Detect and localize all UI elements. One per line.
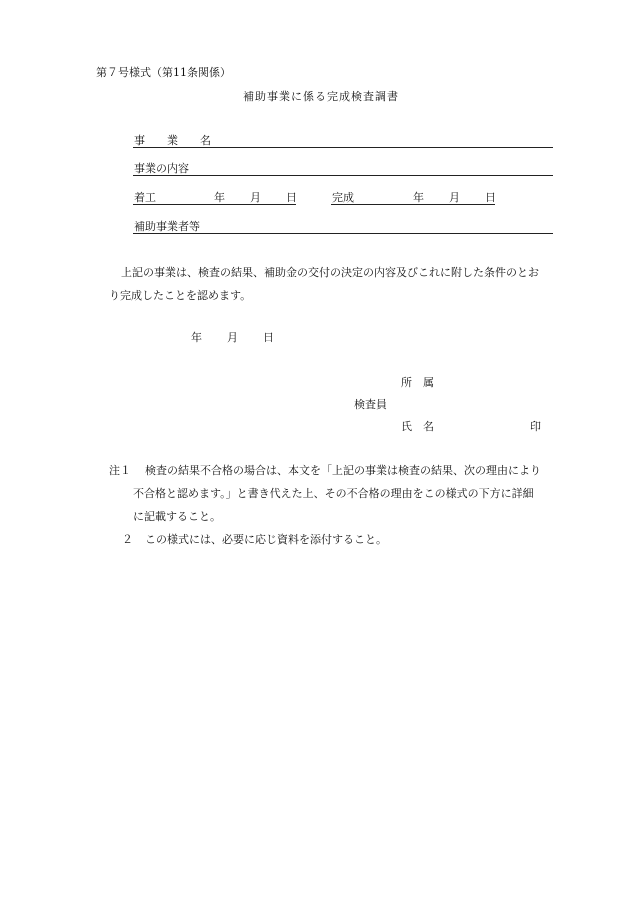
name-label xyxy=(401,420,434,434)
project-name-label-char-1: 事 xyxy=(134,134,145,147)
start-day-label: 日 xyxy=(286,191,297,204)
name-char-2: 名 xyxy=(423,420,434,433)
inspector-label: 検査員 xyxy=(354,398,387,411)
date-day-label: 日 xyxy=(263,331,274,344)
completion-day-label: 日 xyxy=(485,191,496,204)
body-text-line-1: 上記の事業は、検査の結果、補助金の交付の決定の内容及びこれに附した条件のとお xyxy=(121,266,539,279)
completion-month-label: 月 xyxy=(449,191,460,204)
project-content-underline xyxy=(133,175,553,176)
date-month-label: 月 xyxy=(227,331,238,344)
operator-label: 補助事業者等 xyxy=(134,220,200,233)
project-name-label-char-3: 名 xyxy=(200,134,211,147)
seal-mark: 印 xyxy=(530,420,541,433)
note-1-line-1: 検査の結果不合格の場合は、本文を「上記の事業は検査の結果、次の理由により xyxy=(145,464,541,477)
operator-underline xyxy=(133,233,553,234)
project-name-label-char-2: 業 xyxy=(167,134,178,147)
note-1-line-3: に記載すること。 xyxy=(133,510,221,523)
body-text-line-2: り完成したことを認めます。 xyxy=(109,289,252,302)
name-char-1: 氏 xyxy=(401,420,412,433)
project-name-underline xyxy=(133,147,553,148)
note-2-line-1: この様式には、必要に応じ資料を添付すること。 xyxy=(145,533,387,546)
start-year-label: 年 xyxy=(214,191,225,204)
document-title: 補助事業に係る完成検査調書 xyxy=(243,90,399,103)
start-label: 着工 xyxy=(134,191,156,204)
completion-date-underline xyxy=(331,204,495,205)
project-content-label: 事業の内容 xyxy=(134,162,189,175)
date-year-label: 年 xyxy=(191,331,202,344)
note-1-label: 注１ xyxy=(109,464,131,477)
start-date-underline xyxy=(133,204,296,205)
note-2-label: ２ xyxy=(122,533,133,546)
affiliation-char-2: 属 xyxy=(423,376,434,389)
affiliation-char-1: 所 xyxy=(401,376,412,389)
note-1-line-2: 不合格と認めます。」と書き代えた上、その不合格の理由をこの様式の下方に詳細 xyxy=(133,487,534,500)
project-name-label xyxy=(134,134,211,148)
form-number: 第７号様式（第11条関係） xyxy=(96,66,231,79)
completion-year-label: 年 xyxy=(413,191,424,204)
affiliation-label xyxy=(401,376,434,390)
completion-label: 完成 xyxy=(332,191,354,204)
start-month-label: 月 xyxy=(250,191,261,204)
